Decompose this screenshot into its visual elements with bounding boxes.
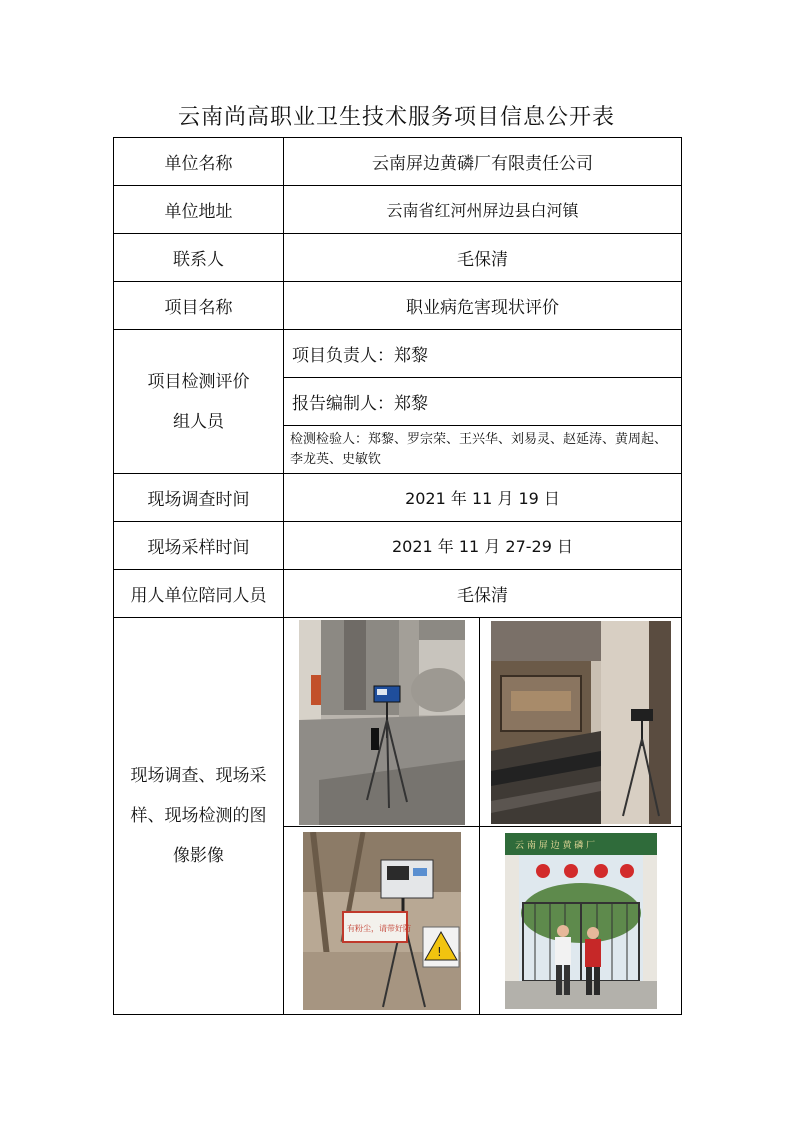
row-team-leader — [114, 330, 682, 378]
survey-time-value: 2021 年 11 月 19 日 — [284, 474, 682, 522]
contact-value: 毛保清 — [284, 234, 682, 282]
site-photo-warning-sign — [303, 832, 461, 1010]
photo3-sign-text: 有粉尘，请带好防 — [346, 923, 411, 933]
team-label-line2: 组人员 — [173, 411, 224, 432]
images-label-line3: 像影像 — [173, 846, 224, 866]
team-inspectors-value: 检测检验人：郑黎、罗宗荣、王兴华、刘易灵、赵延涛、黄周起、李龙英、史敏钦 — [284, 426, 682, 474]
project-name-label: 项目名称 — [114, 282, 284, 330]
photo-cell-1 — [284, 618, 480, 827]
row-project-name — [114, 282, 682, 330]
row-sampling-time — [114, 522, 682, 570]
photo4-gate-text: 云 南 屏 边 黄 磷 厂 — [515, 840, 596, 851]
row-unit-address — [114, 186, 682, 234]
team-leader-value: 项目负责人：郑黎 — [284, 330, 682, 378]
info-table — [113, 137, 682, 1015]
photo-cell-2 — [480, 618, 682, 827]
images-label — [114, 618, 284, 1015]
row-contact — [114, 234, 682, 282]
team-label — [114, 330, 284, 474]
document-title: 云南尚高职业卫生技术服务项目信息公开表 — [177, 105, 615, 130]
row-unit-name — [114, 138, 682, 186]
team-label-line1: 项目检测评价 — [147, 371, 250, 392]
row-images — [114, 618, 682, 1015]
unit-name-value: 云南屏边黄磷厂有限责任公司 — [284, 138, 682, 186]
unit-address-label: 单位地址 — [114, 186, 284, 234]
row-survey-time — [114, 474, 682, 522]
images-label-line1: 现场调查、现场采 — [130, 766, 267, 786]
team-report-writer-value: 报告编制人：郑黎 — [284, 378, 682, 426]
site-photo-factory-gate — [505, 833, 657, 1009]
contact-label: 联系人 — [114, 234, 284, 282]
photo-cell-3 — [284, 827, 480, 1014]
unit-name-label: 单位名称 — [114, 138, 284, 186]
row-accompany — [114, 570, 682, 618]
site-photo-sampler-silo — [299, 620, 465, 825]
project-name-value: 职业病危害现状评价 — [284, 282, 682, 330]
images-cell — [284, 618, 682, 1015]
survey-time-label: 现场调查时间 — [114, 474, 284, 522]
photo-grid — [284, 618, 681, 1014]
images-label-line2: 样、现场检测的图 — [130, 806, 267, 826]
accompany-value: 毛保清 — [284, 570, 682, 618]
accompany-label: 用人单位陪同人员 — [114, 570, 284, 618]
site-photo-conveyor — [491, 621, 671, 824]
svg-text:!: ! — [436, 944, 442, 959]
sampling-time-value: 2021 年 11 月 27-29 日 — [284, 522, 682, 570]
sampling-time-label: 现场采样时间 — [114, 522, 284, 570]
photo-cell-4 — [480, 827, 682, 1014]
unit-address-value: 云南省红河州屏边县白河镇 — [284, 186, 682, 234]
